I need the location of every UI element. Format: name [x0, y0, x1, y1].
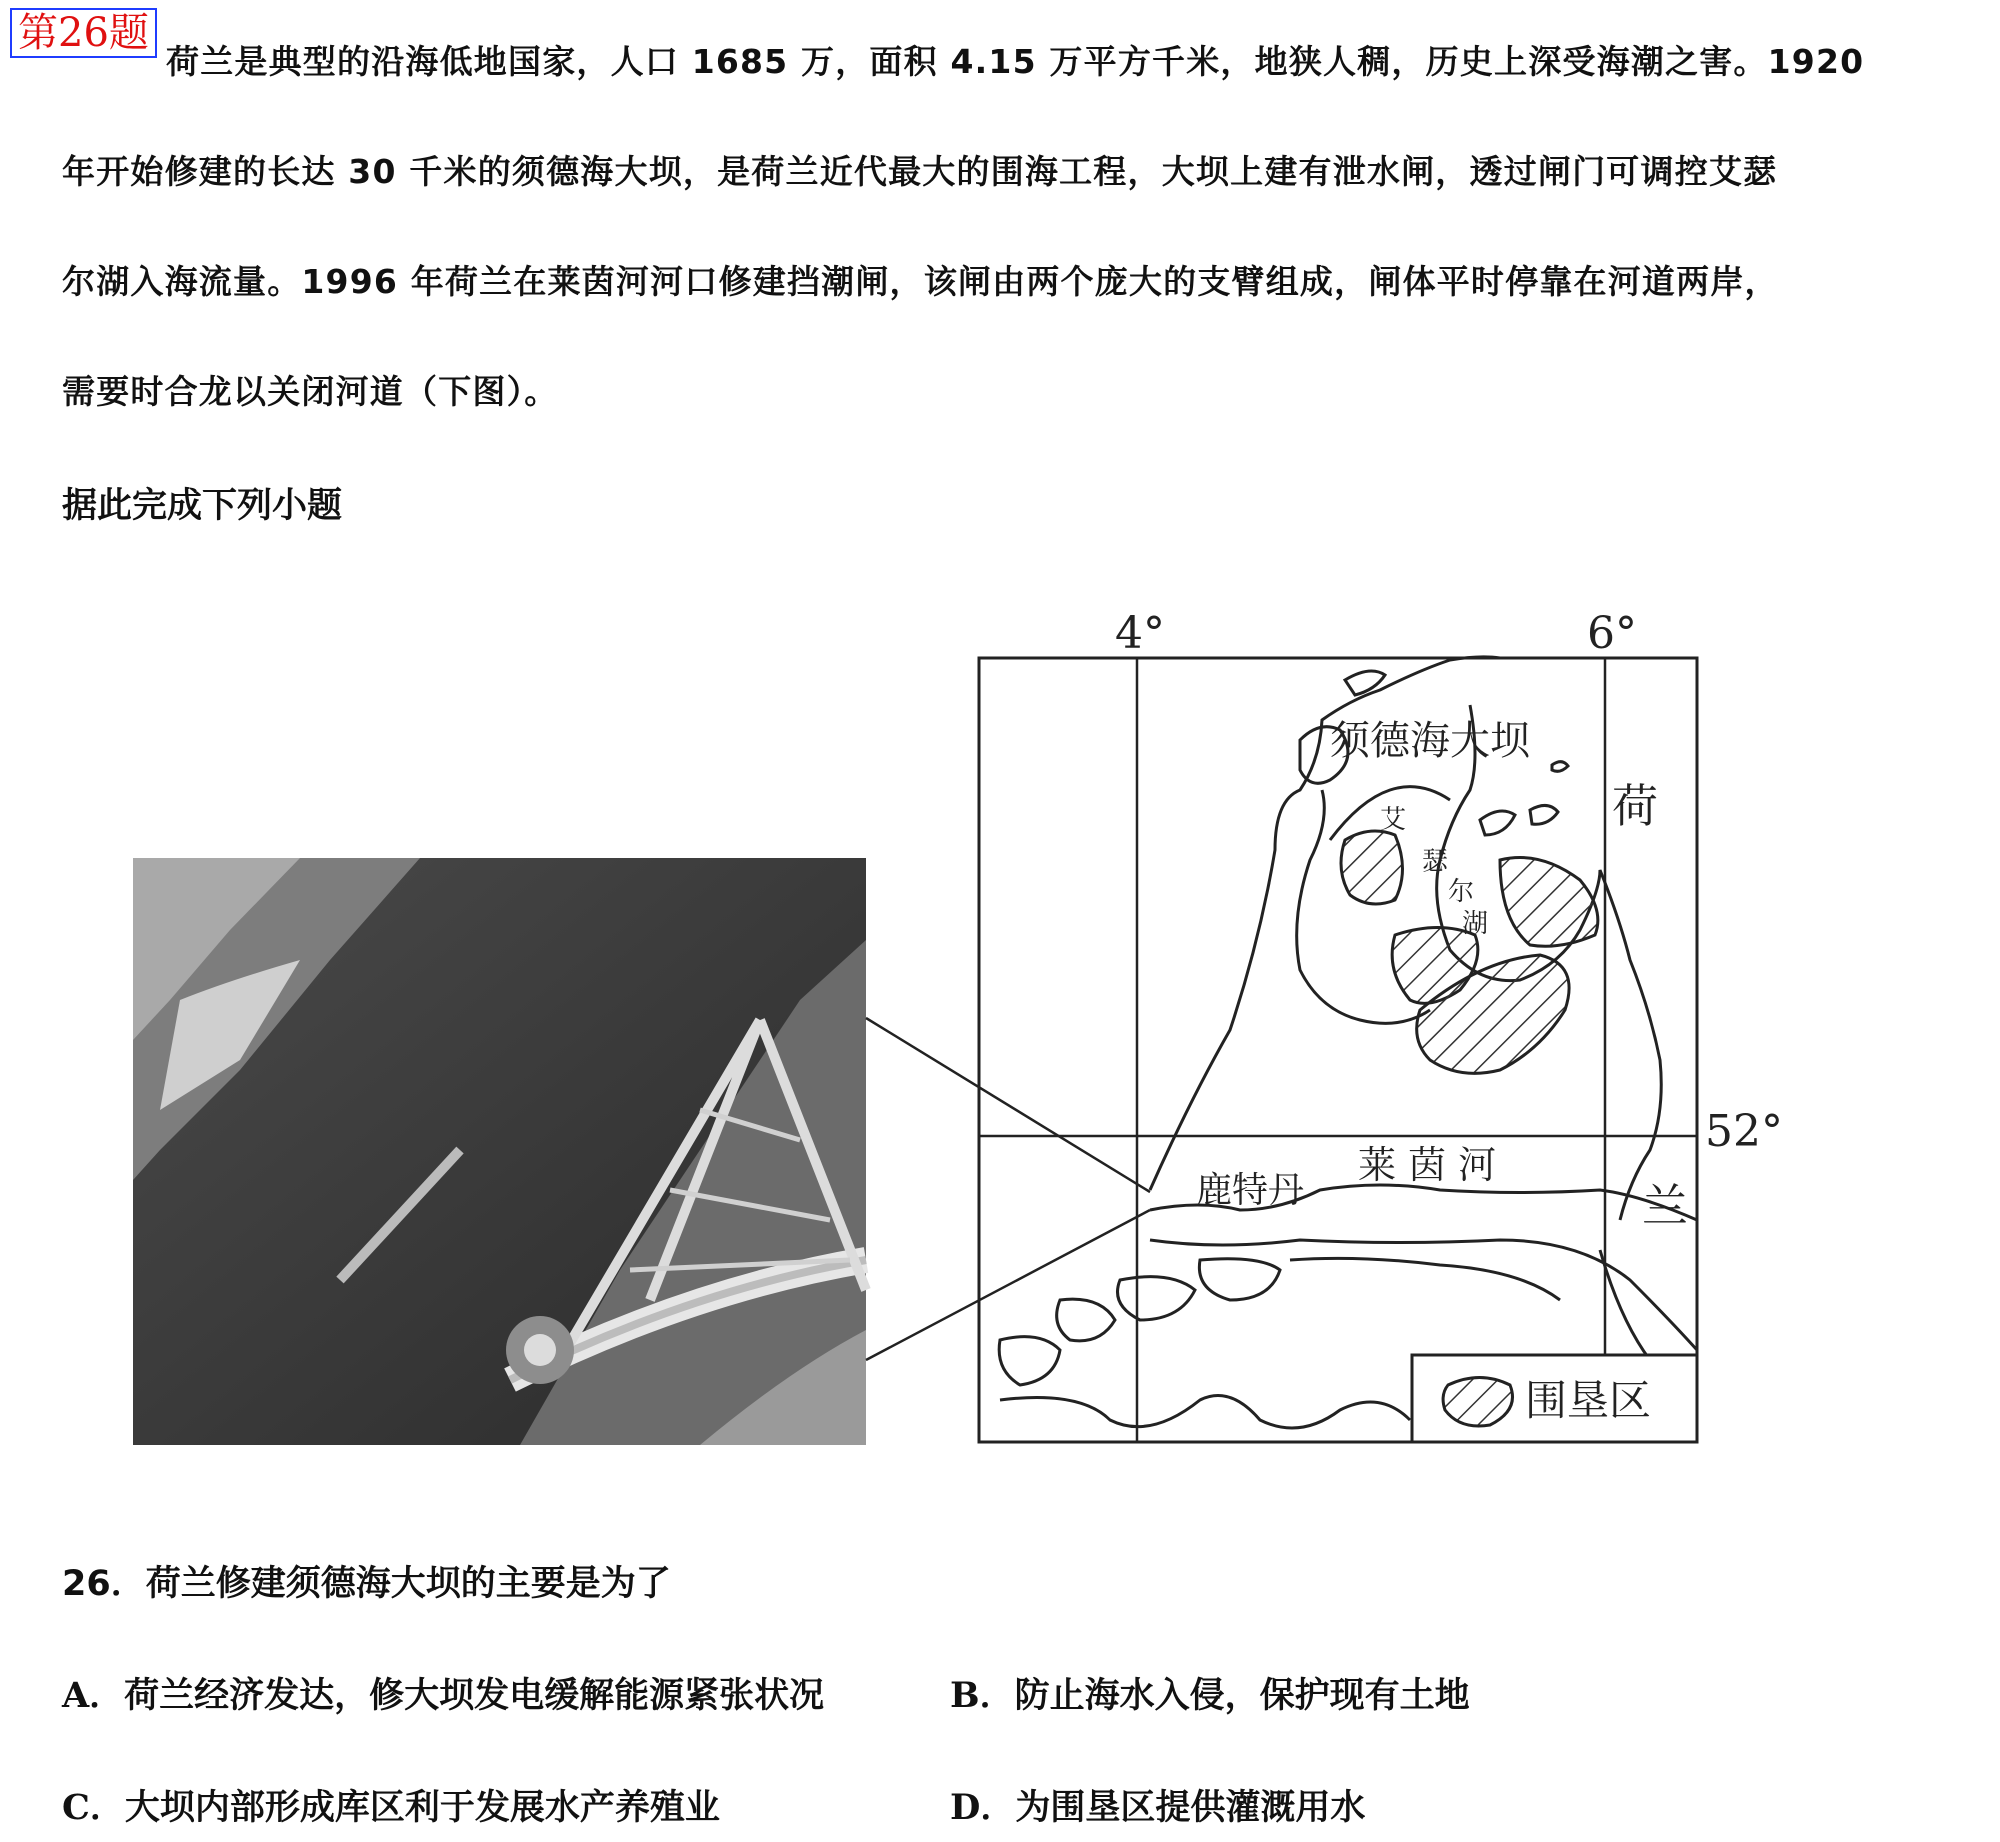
- option-d-text: 为围垦区提供灌溉用水: [1015, 1788, 1366, 1828]
- lake-label-char-4: 湖: [1462, 909, 1489, 939]
- passage-line-1: 荷兰是典型的沿海低地国家，人口 1685 万，面积 4.15 万平方千米，地狭人稠，历史上深受海潮之害。1920: [166, 42, 1865, 81]
- question-number-badge: 第26题: [10, 8, 157, 58]
- map: [979, 608, 1783, 1442]
- passage-line-3: 尔湖入海流量。1996 年荷兰在莱茵河河口修建挡潮闸，该闸由两个庞大的支臂组成，闸体平时停靠在河道两岸，: [62, 262, 1779, 301]
- option-c-key: C．: [62, 1787, 125, 1828]
- passage-line-4: 需要时合龙以关闭河道（下图）。: [62, 372, 559, 411]
- lon-label-4: 4°: [1115, 608, 1165, 659]
- lake-label-char-2: 瑟: [1422, 847, 1449, 877]
- question-stem: [62, 1556, 671, 1606]
- question-number: 26．: [62, 1564, 146, 1604]
- lake-label-char-3: 尔: [1448, 877, 1475, 907]
- legend-hatch-swatch: [1443, 1378, 1512, 1427]
- lon-label-6: 6°: [1587, 608, 1637, 659]
- passage-line-2: 年开始修建的长达 30 千米的须德海大坝，是荷兰近代最大的围海工程，大坝上建有泄水闸，透过闸门可调控艾瑟: [62, 152, 1778, 191]
- country-label-char-2: 兰: [1642, 1179, 1688, 1233]
- option-c[interactable]: [62, 1780, 720, 1830]
- option-a[interactable]: [62, 1668, 824, 1718]
- option-b-key: B．: [950, 1675, 1015, 1716]
- option-b-text: 防止海水入侵，保护现有土地: [1014, 1676, 1470, 1716]
- option-d-key: D．: [950, 1787, 1016, 1828]
- option-c-text: 大坝内部形成库区利于发展水产养殖业: [124, 1788, 720, 1828]
- city-label: 鹿特丹: [1196, 1170, 1305, 1211]
- option-a-key: A．: [62, 1675, 125, 1716]
- river-label: 莱 茵 河: [1358, 1143, 1497, 1187]
- legend-label: 围垦区: [1525, 1376, 1652, 1425]
- option-a-text: 荷兰经济发达，修大坝发电缓解能源紧张状况: [124, 1676, 825, 1716]
- barrier-photo: [133, 858, 866, 1445]
- option-d[interactable]: [950, 1780, 1365, 1830]
- instruction-text: 据此完成下列小题: [62, 486, 343, 526]
- lat-label-52: 52°: [1705, 1106, 1783, 1157]
- lake-label-char-1: 艾: [1380, 805, 1407, 835]
- option-b[interactable]: [950, 1668, 1470, 1718]
- connector-line-top: [866, 1018, 1150, 1192]
- country-label-char-1: 荷: [1612, 779, 1658, 833]
- question-text: 荷兰修建须德海大坝的主要是为了: [145, 1564, 671, 1604]
- dam-label: 须德海大坝: [1330, 718, 1530, 764]
